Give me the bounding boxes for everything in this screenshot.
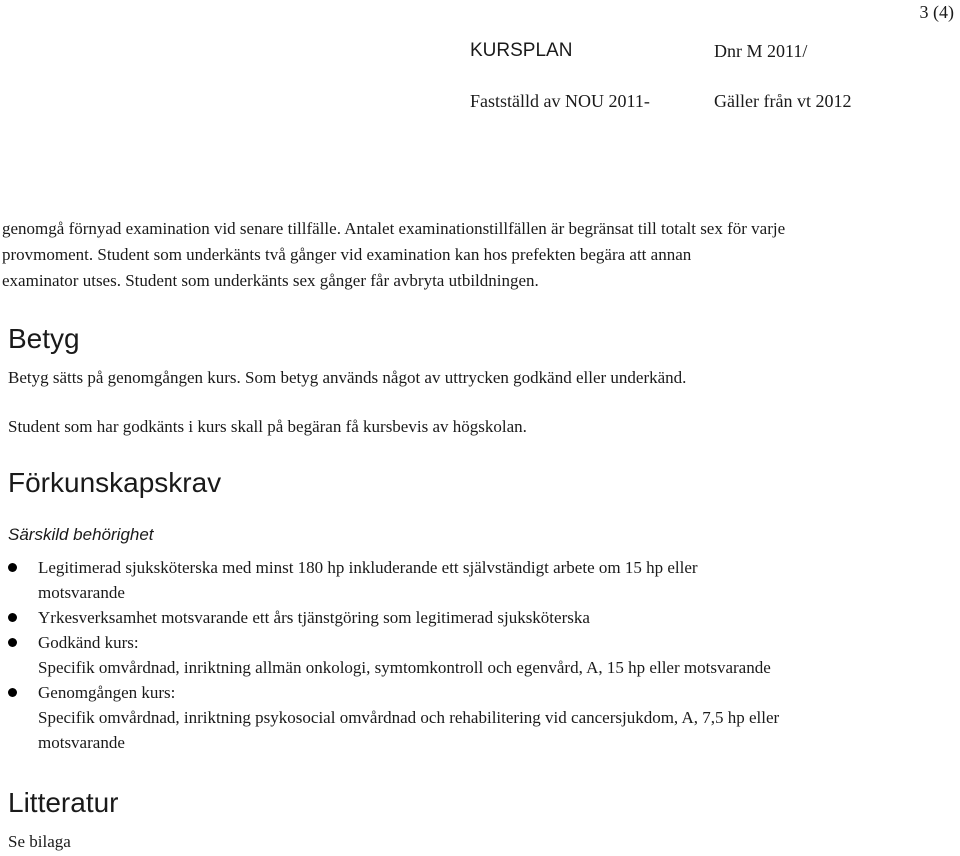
list-item-line: Yrkesverksamhet motsvarande ett års tjänstgöring som legitimerad sjuksköterska bbox=[38, 608, 590, 627]
bullet-icon bbox=[8, 638, 17, 647]
registration-number: Dnr M 2011/ bbox=[714, 41, 808, 61]
betyg-heading: Betyg bbox=[8, 323, 80, 354]
sarskild-behorighet-subheading: Särskild behörighet bbox=[8, 525, 154, 544]
doc-type-label: KURSPLAN bbox=[470, 40, 573, 61]
examination-paragraph bbox=[2, 216, 942, 294]
list-item bbox=[0, 605, 940, 630]
list-item bbox=[0, 680, 940, 755]
litteratur-text: Se bilaga bbox=[8, 832, 71, 851]
list-item-line: Legitimerad sjuksköterska med minst 180 hp inkluderande ett självständigt arbete om 15 hp eller bbox=[38, 558, 698, 577]
betyg-paragraph: Betyg sätts på genomgången kurs. Som betyg används något av uttrycken godkänd eller underkänd. bbox=[8, 368, 687, 387]
paragraph-line: genomgå förnyad examination vid senare tillfälle. Antalet examinationstillfällen är begränsat till totalt sex för varje bbox=[2, 219, 786, 238]
list-item-line: motsvarande bbox=[38, 583, 125, 602]
list-item-line: Godkänd kurs: bbox=[38, 633, 139, 652]
list-item bbox=[0, 555, 940, 605]
paragraph-line: examinator utses. Student som underkänts sex gånger får avbryta utbildningen. bbox=[2, 271, 539, 290]
forkunskapskrav-heading: Förkunskapskrav bbox=[8, 467, 222, 498]
list-item-line: Specifik omvårdnad, inriktning psykosocial omvårdnad och rehabilitering vid cancersjukdom, A, 7,5 hp eller bbox=[38, 708, 780, 727]
bullet-icon bbox=[8, 688, 17, 697]
valid-from-note: Gäller från vt 2012 bbox=[714, 91, 852, 111]
kursbevis-paragraph: Student som har godkänts i kurs skall på begäran få kursbevis av högskolan. bbox=[8, 417, 527, 436]
litteratur-heading: Litteratur bbox=[8, 787, 119, 818]
list-item-line: Genomgången kurs: bbox=[38, 683, 176, 702]
bullet-icon bbox=[8, 613, 17, 622]
bullet-icon bbox=[8, 563, 17, 572]
paragraph-line: provmoment. Student som underkänts två gånger vid examination kan hos prefekten begära att annan bbox=[2, 245, 692, 264]
approval-note: Fastställd av NOU 2011- bbox=[470, 91, 650, 111]
page-number: 3 (4) bbox=[919, 2, 954, 22]
list-item-line: Specifik omvårdnad, inriktning allmän onkologi, symtomkontroll och egenvård, A, 15 hp eller motsvarande bbox=[38, 658, 771, 677]
list-item bbox=[0, 630, 940, 680]
list-item-line: motsvarande bbox=[38, 733, 125, 752]
requirements-list bbox=[0, 555, 940, 755]
